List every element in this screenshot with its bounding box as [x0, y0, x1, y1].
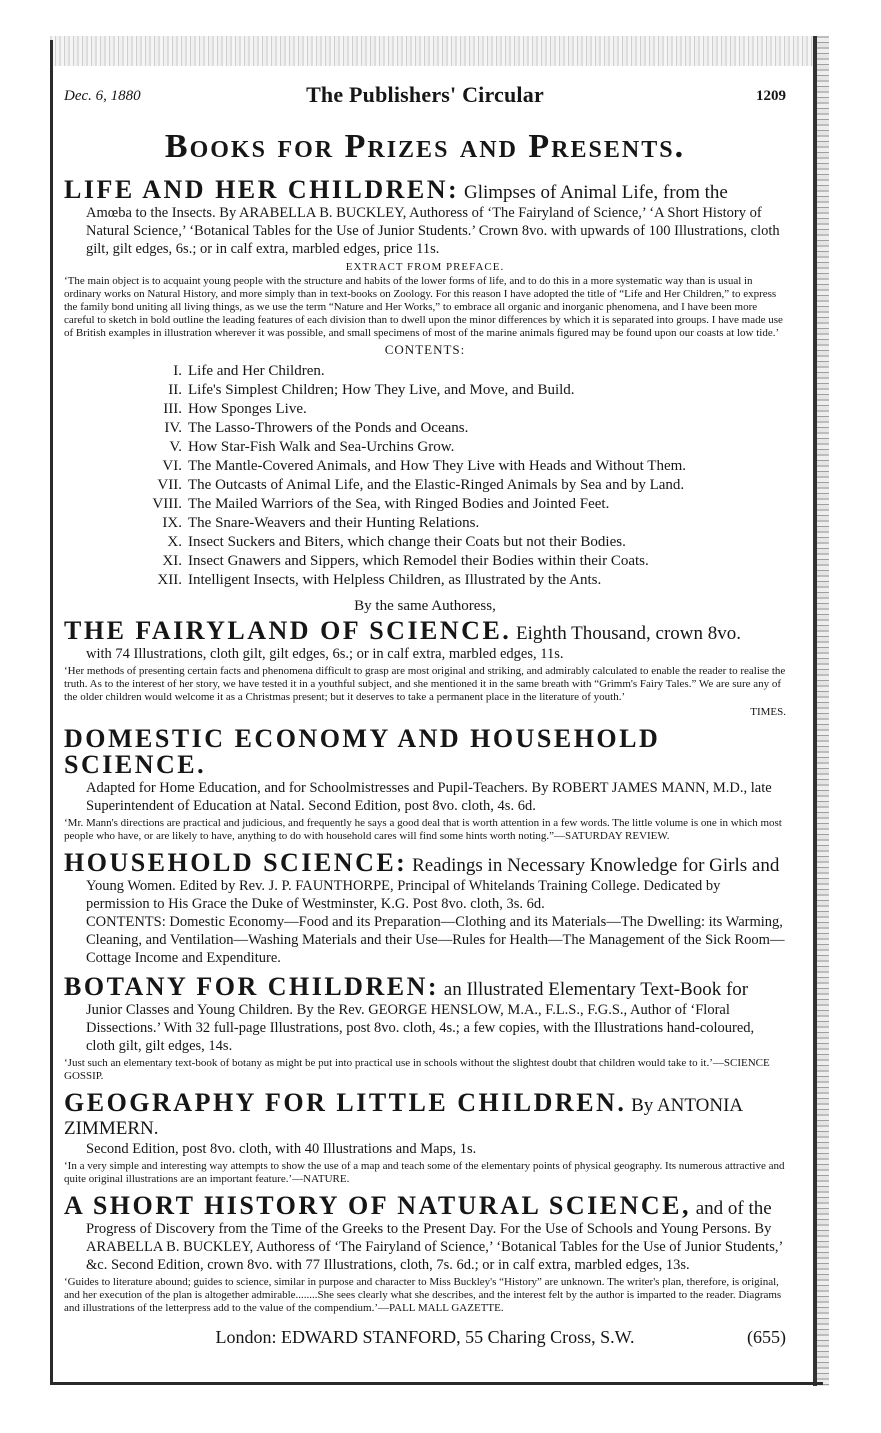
entry-body: Junior Classes and Young Children. By the Rev. GEORGE HENSLOW, M.A., F.L.S., F.G.S., Author of ‘Floral Dissections.’ With 32 full-page Illustrations, post 8vo. cloth, 4s.; a few copies, with the Illustrations hand-coloured, cloth gilt, gilt edges, 14s.: [86, 1002, 755, 1054]
entry-body: with 74 Illustrations, cloth gilt, gilt edges, 6s.; or in calf extra, marbled edges, 11s.: [86, 646, 564, 662]
entry-body: Amœba to the Insects. By ARABELLA B. BUCKLEY, Authoress of ‘The Fairyland of Science,’ ‘A Short History of Natural Science,’ ‘Botanical Tables for the Use of Junior Students.’ Crown 8vo. with upwards of 100 Illustrations, cloth gilt, gilt edges, 6s.; or in calf extra, marbled edges, price 11s.: [86, 205, 780, 257]
list-item: [64, 381, 786, 400]
entry-heading: [64, 616, 786, 645]
entry-title: THE FAIRYLAND OF SCIENCE.: [64, 616, 512, 645]
entry-subtitle: an Illustrated Elementary Text-Book for: [443, 979, 749, 1000]
review-quote: ‘Guides to literature abound; guides to science, similar in purpose and character to Miss Buckley's “History” are unknown. The writer's plan, therefore, is original, and her execution of the plan is altogether admirable........She sees clearly what she describes, and the interest felt by the author is imparted to the reader. Diagrams and illustrations of the letterpress add to the value of the compendium.’—PALL MALL GAZETTE.: [64, 1276, 782, 1314]
chapter-number: VII.: [157, 477, 182, 493]
contents-list: [64, 362, 786, 590]
entry-body: Second Edition, post 8vo. cloth, with 40 Illustrations and Maps, 1s.: [86, 1141, 477, 1157]
list-item: [64, 495, 786, 514]
chapter-title: Intelligent Insects, with Helpless Children, as Illustrated by the Ants.: [188, 572, 602, 588]
publisher-imprint: [64, 1327, 786, 1348]
entry-title: DOMESTIC ECONOMY AND HOUSEHOLD SCIENCE.: [64, 724, 661, 779]
entry-household-science: [64, 848, 786, 967]
chapter-title: How Star-Fish Walk and Sea-Urchins Grow.: [188, 439, 455, 455]
running-header: [64, 80, 786, 110]
entry-contents: CONTENTS: Domestic Economy—Food and its Preparation—Clothing and its Materials—The Dwelling: its Warming, Cleaning, and Ventilation—Washing Materials and their Use—Rules for Health—The Management of the Sick Room—Cottage Income and Expenditure.: [86, 914, 785, 966]
review-quote: ‘In a very simple and interesting way attempts to show the use of a map and teach some of the elementary points of physical geography. Its numerous attractive and quite original illustrations are an important feature.’—NATURE.: [64, 1160, 785, 1185]
chapter-title: Life and Her Children.: [188, 363, 325, 379]
entry-title: GEOGRAPHY FOR LITTLE CHILDREN.: [64, 1088, 627, 1117]
chapter-number: XI.: [162, 553, 182, 569]
chapter-number: IV.: [164, 420, 182, 436]
entry-heading: [64, 724, 786, 779]
list-item: [64, 533, 786, 552]
banner-heading: Books for Prizes and Presents.: [164, 128, 686, 165]
list-item: [64, 476, 786, 495]
list-item: [64, 362, 786, 381]
chapter-title: Insect Gnawers and Sippers, which Remodel their Bodies within their Coats.: [188, 553, 649, 569]
entry-heading: [64, 1088, 786, 1140]
entry-body: Progress of Discovery from the Time of the Greeks to the Present Day. For the Use of Schools and Young Persons. By ARABELLA B. BUCKLEY, Authoress of ‘The Fairyland of Science,’ ‘Botanical Tables for the Use of Junior Students,’ &c. Second Edition, crown 8vo. with 77 Illustrations, cloth, 7s. 6d.; or in calf extra, marbled edges, 13s.: [86, 1221, 783, 1273]
chapter-title: The Mailed Warriors of the Sea, with Ringed Bodies and Jointed Feet.: [188, 496, 610, 512]
entry-short-history-natural-science: [64, 1191, 786, 1315]
page-number: 1209: [756, 88, 786, 104]
entry-subtitle: Eighth Thousand, crown 8vo.: [516, 623, 742, 644]
same-author-line: By the same Authoress,: [354, 598, 496, 614]
chapter-number: X.: [167, 534, 182, 550]
entry-life-and-her-children: [64, 175, 786, 590]
list-item: [64, 400, 786, 419]
extract-label: EXTRACT FROM PREFACE.: [345, 261, 505, 273]
entry-subtitle: By ANTONIA ZIMMERN.: [64, 1095, 743, 1139]
entry-heading: [64, 972, 786, 1001]
chapter-title: The Lasso-Throwers of the Ponds and Oceans.: [188, 420, 469, 436]
review-quote: ‘Her methods of presenting certain facts and phenomena difficult to grasp are most original and striking, and admirably calculated to enable the reader to realise the truth. As to the interest of her story, we have tested it in a youthful subject, and she mentioned it in the same breath with “Grimm's Fairy Tales.” We are sure any of the older children would welcome it as a Christmas present; but it deserves to take a permanent place in the literature of youth.’: [64, 665, 786, 703]
entry-subtitle: and of the: [695, 1198, 772, 1219]
entry-subtitle: Readings in Necessary Knowledge for Girls and: [412, 855, 780, 876]
bottom-rule: [50, 1382, 823, 1385]
entry-body: Adapted for Home Education, and for Schoolmistresses and Pupil-Teachers. By ROBERT JAMES MANN, M.D., late Superintendent of Education at Natal. Second Edition, post 8vo. cloth, 4s. 6d.: [86, 780, 772, 814]
list-item: [64, 438, 786, 457]
review-source: TIMES.: [750, 706, 786, 718]
advert-number: (655): [747, 1327, 786, 1347]
header-title: The Publishers' Circular: [306, 82, 544, 107]
entry-fairyland-of-science: [64, 616, 786, 719]
entry-geography: [64, 1088, 786, 1186]
entry-botany-for-children: [64, 972, 786, 1083]
review-quote: ‘Mr. Mann's directions are practical and judicious, and frequently he says a good deal that is worth attention in a few words. The little volume is one in which most people who have, or are likely to have, anything to do with household cares will find some hints worth noting.”—SATURDAY REVIEW.: [64, 817, 782, 842]
contents-label: CONTENTS:: [384, 342, 466, 357]
imprint-text: London: EDWARD STANFORD, 55 Charing Cross, S.W.: [215, 1327, 635, 1347]
chapter-number: I.: [173, 363, 182, 379]
list-item: [64, 419, 786, 438]
review-quote: ‘Just such an elementary text-book of botany as might be put into practical use in schools without the slightest doubt that children would take to it.’—SCIENCE GOSSIP.: [64, 1057, 770, 1082]
left-rule: [50, 40, 53, 1385]
extract-text: ‘The main object is to acquaint young people with the structure and habits of the lower forms of life, and to do this in a more systematic way than is usual in ordinary works on Natural History, and more simply than in text-books on Zoology. For this reason I have adopted the title of “Life and Her Children,” to express the family bond uniting all living things, as we use the term “Nature and Her Works,” to embrace all organic and inorganic phenomena, and I have been more careful to sketch in bold outline the leading features of each division than to dwell upon the minor differences by which it is separated into groups. I have made use of British examples in illustration wherever it was possible, and small specimens of most of the marine animals figured may be found upon our coasts at low tide.’: [64, 275, 783, 339]
chapter-number: VI.: [162, 458, 182, 474]
chapter-title: The Outcasts of Animal Life, and the Elastic-Ringed Animals by Sea and by Land.: [188, 477, 685, 493]
entry-title: LIFE AND HER CHILDREN:: [64, 175, 460, 204]
chapter-number: V.: [169, 439, 182, 455]
entry-heading: [64, 848, 786, 877]
list-item: [64, 552, 786, 571]
chapter-title: Insect Suckers and Biters, which change their Coats but not their Bodies.: [188, 534, 626, 550]
chapter-number: XII.: [157, 572, 182, 588]
chapter-number: III.: [163, 401, 182, 417]
chapter-title: The Snare-Weavers and their Hunting Relations.: [188, 515, 480, 531]
chapter-title: Life's Simplest Children; How They Live, and Move, and Build.: [188, 382, 575, 398]
page-content: [64, 80, 786, 1348]
entry-body: Young Women. Edited by Rev. J. P. FAUNTHORPE, Principal of Whitelands Training College. Dedicated by permission to His Grace the Duke of Westminster, K.G. Post 8vo. cloth, 3s. 6d.: [86, 878, 721, 912]
scan-edge-top: [50, 36, 823, 66]
header-date: Dec. 6, 1880: [64, 88, 141, 104]
chapter-number: IX.: [162, 515, 182, 531]
entry-title: A SHORT HISTORY OF NATURAL SCIENCE,: [64, 1191, 691, 1220]
entry-domestic-economy: [64, 724, 786, 843]
chapter-title: The Mantle-Covered Animals, and How They Live with Heads and Without Them.: [188, 458, 687, 474]
scan-edge-right: [817, 36, 829, 1386]
entry-heading: [64, 175, 786, 204]
entry-subtitle: Glimpses of Animal Life, from the: [463, 182, 728, 203]
list-item: [64, 571, 786, 590]
chapter-title: How Sponges Live.: [188, 401, 307, 417]
chapter-number: II.: [168, 382, 182, 398]
entry-title: HOUSEHOLD SCIENCE:: [64, 848, 408, 877]
chapter-number: VIII.: [152, 496, 182, 512]
entry-title: BOTANY FOR CHILDREN:: [64, 972, 440, 1001]
list-item: [64, 457, 786, 476]
entry-heading: [64, 1191, 786, 1220]
list-item: [64, 514, 786, 533]
